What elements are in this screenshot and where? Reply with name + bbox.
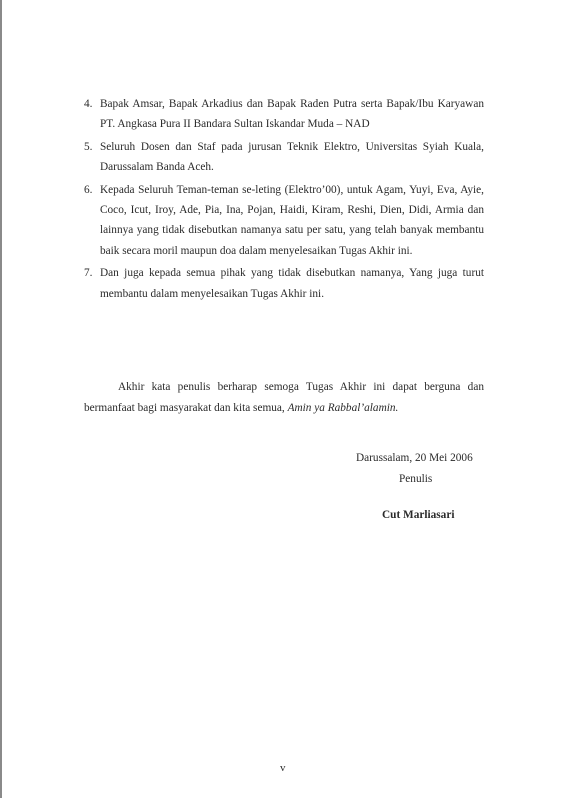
closing-prayer: Amin ya Rabbal’alamin. [287,401,399,414]
list-item [84,94,484,135]
closing-text: Akhir kata penulis berharap semoga Tugas Akhir ini dapat berguna dan bermanfaat bagi masyarakat dan kita semua, [84,381,484,414]
list-number: 5. [84,140,93,153]
page-number: v [280,762,286,774]
signature-role: Penulis [399,473,433,485]
signature-place-date: Darussalam, 20 Mei 2006 [356,452,473,464]
list-item [84,180,484,262]
signature-name: Cut Marliasari [382,509,455,521]
list-number: 6. [84,183,93,196]
list-text: Bapak Amsar, Bapak Arkadius dan Bapak Raden Putra serta Bapak/Ibu Karyawan PT. Angkasa Pura II Bandara Sultan Iskandar Muda – NAD [100,98,484,131]
list-item [84,263,484,304]
list-number: 7. [84,267,93,280]
acknowledgement-list [84,94,484,306]
list-number: 4. [84,98,93,110]
page-left-edge [0,0,2,798]
list-text: Seluruh Dosen dan Staf pada jurusan Teknik Elektro, Universitas Syiah Kuala, Darussalam Banda Aceh. [100,140,484,174]
list-text: Dan juga kepada semua pihak yang tidak disebutkan namanya, Yang juga turut membantu dalam menyelesaikan Tugas Akhir ini. [100,267,484,300]
list-text: Kepada Seluruh Teman-teman se-leting (Elektro’00), untuk Agam, Yuyi, Eva, Ayie, Coco, Icut, Iroy, Ade, Pia, Ina, Pojan, Haidi, Kiram, Reshi, Dien, Didi, Armia dan lainnya yang tidak disebutkan namanya satu per satu, yang telah banyak membantu baik secara moril maupun doa dalam menyelesaikan Tugas Akhir ini. [100,183,484,257]
closing-paragraph [84,377,484,418]
list-item [84,137,484,178]
